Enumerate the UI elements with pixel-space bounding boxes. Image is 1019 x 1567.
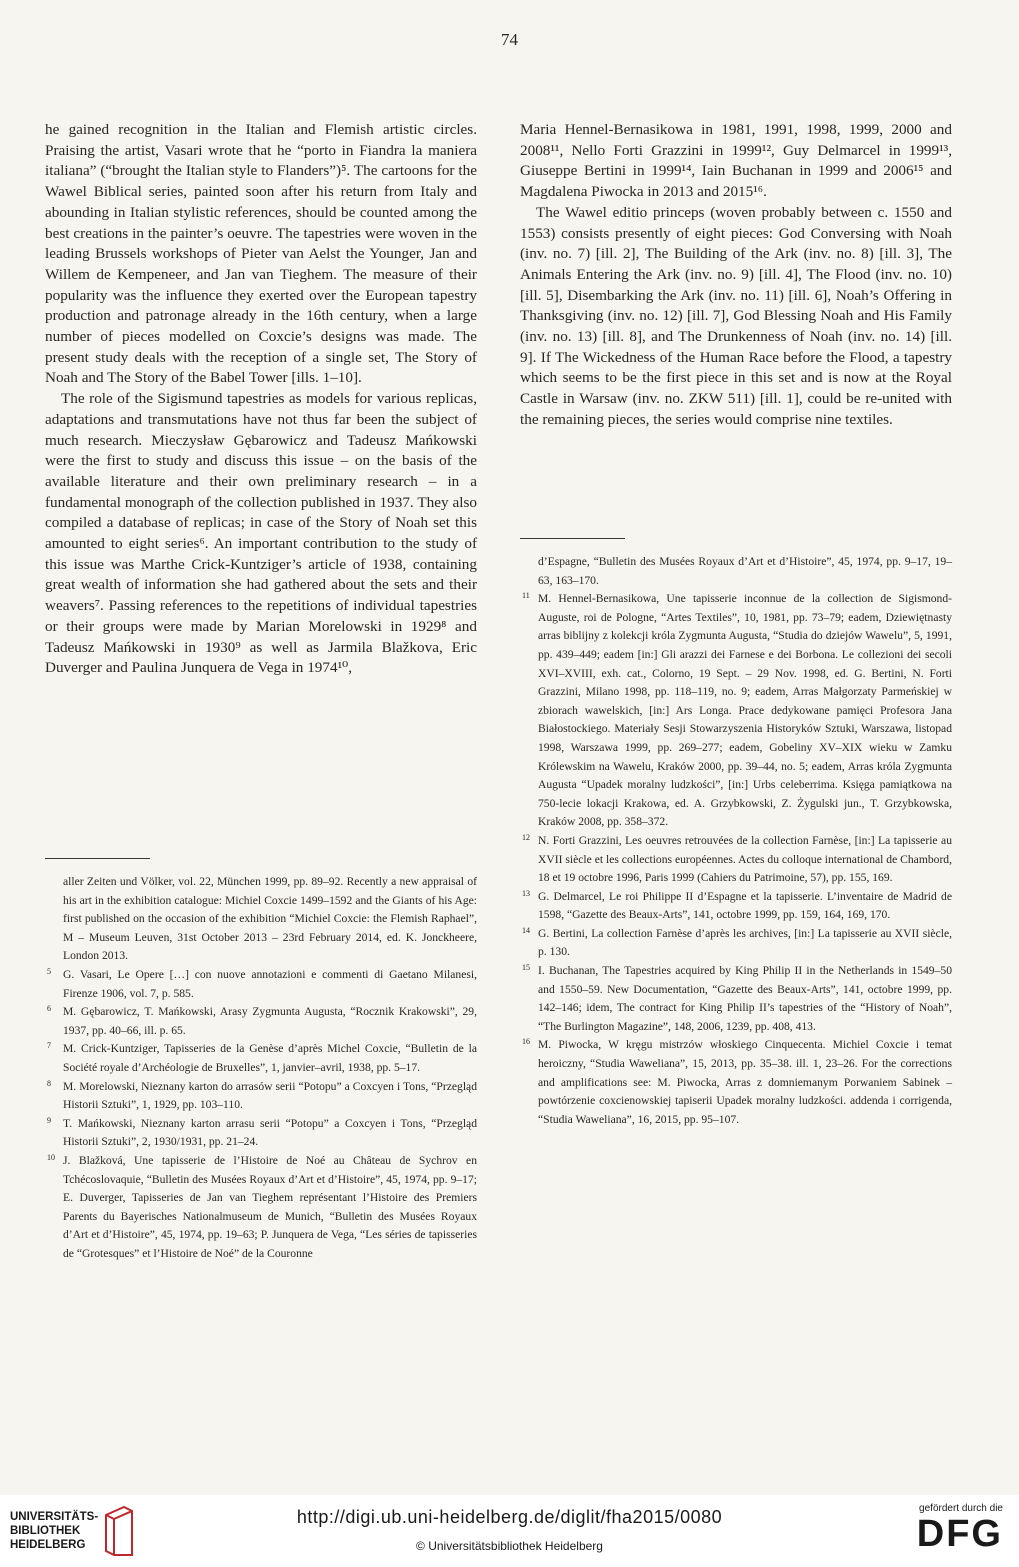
left-paragraph-2: The role of the Sigismund tapestries as models for various replicas, adaptations and transmutations have not thus far been the subject of much research. Mieczysław Gębarowicz and Tadeusz Mańkowski were the first to study and discuss this issue – on the basis of the available literature and their own preliminary research – in a fundamental monograph of the collection published in 1937. They also compiled a database of replicas; in case of the Story of Noah set this amounted to eight series⁶. An important contribution to the study of this issue was Marthe Crick-Kuntziger’s article of 1938, containing great wealth of information she had gathered about the sets and their weavers⁷. Passing references to the repetitions of individual tapestries or their groups were made by Marian Morelowski in 1929⁸ and Tadeusz Mańkowski in 1930⁹ as well as Jarmila Blažkova, Eric Duverger and Paulina Junquera de Vega in 1974¹⁰, [45,390,477,677]
footnote: 12 N. Forti Grazzini, Les oeuvres retrouvées de la collection Farnèse, [in:] La tapisserie au XVII siècle et les collections européennes. Actes du colloque international de Chambord, 18 et 19 octobre 1996, Paris 1999 (Cahiers du Patrimoine, 57), pp. 155, 169. [522,832,952,885]
library-name-line: HEIDELBERG [10,1539,86,1551]
digitization-footer [0,1495,1019,1567]
footnote: 8 M. Morelowski, Nieznany karton do arrasów serii “Potopu” a Coxcyen i Tons, “Przegląd Historii Sztuki”, 1, 1929, pp. 103–110. [47,1078,477,1112]
library-name-line: UNIVERSITÄTS- [10,1511,99,1523]
footnote: 9 T. Mańkowski, Nieznany karton arrasu serii “Potopu” a Coxcyen i Tons, “Przegląd Historii Sztuki”, 2, 1930/1931, pp. 21–24. [47,1115,477,1149]
footnote: 15 I. Buchanan, The Tapestries acquired by King Philip II in the Netherlands in 1549–50 and 1550–59. New Documentation, “Gazette des Beaux-Arts”, 141, octobre 1999, pp. 142–146; idem, The contract for King Philip II’s tapestries of the “History of Noah”, “The Burlington Magazine”, 148, 2006, 1239, pp. 408, 413. [522,963,952,1033]
right-paragraph-2: The Wawel editio princeps (woven probably between c. 1550 and 1553) consists presently of eight pieces: God Conversing with Noah (inv. no. 7) [ill. 2], The Building of the Ark (inv. no. 8) [ill. 3], The Animals Entering the Ark (inv. no. 9) [ill. 4], The Flood (inv. no. 10) [ill. 5], Disembarking the Ark (inv. no. 11) [ill. 6], Noah’s Offering in Thanksgiving (inv. no. 12) [ill. 7], God Blessing Noah and His Family (inv. no. 13) [ill. 8], and The Drunkenness of Noah (inv. no. 14) [ill. 9]. If The Wickedness of the Human Race before the Flood, a tapestry which seems to be the first piece in this set and is now at the Royal Castle in Warsaw (inv. no. ZKW 511) [ill. 1], could be re-united with the remaining pieces, the series would comprise nine textiles. [520,203,952,428]
footnote: aller Zeiten und Völker, vol. 22, München 1999, pp. 89–92. Recently a new appraisal of his art in the exhibition catalogue: Michiel Coxcie 1499–1592 and the Giants of his Age: first published on the occasion of the exhibition “Michiel Coxcie: the Flemish Raphael”, M – Museum Leuven, 31st October 2013 – 23rd February 2014, ed. K. Jonckheere, London 2013. [63,875,477,963]
footnote-rule [520,538,625,539]
library-name-line: BIBLIOTHEK [10,1525,81,1537]
footnote: 7 M. Crick-Kuntziger, Tapisseries de la Genèse d’après Michel Coxcie, “Bulletin de la Société royale d’Archéologie de Bruxelles”, 1, janvier–avril, 1938, pp. 5–17. [47,1041,477,1074]
funding-caption: gefördert durch die [919,1503,1003,1514]
footnotes-left [45,858,477,1263]
footnote: 16 M. Piwocka, W kręgu mistrzów włoskiego Cinquecenta. Michiel Coxcie i temat heroiczny, “Studia Waweliana”, 15, 2013, pp. 35–38. ill. 1, 23–26. For the corrections and amplifications see: M. Piwocka, Arras z domniemanym Porwaniem Sabinek – powtórzenie coxcienowskiej tapiserii Upadek moralny ludzkości. addenda i corrigenda, “Studia Waweliana”, 16, 2015, pp. 95–107. [522,1037,952,1126]
footnote: 6 M. Gębarowicz, T. Mańkowski, Arasy Zygmunta Augusta, “Rocznik Krakowski”, 29, 1937, pp. 40–66, ill. p. 65. [47,1004,477,1037]
footnote: 11 M. Hennel-Bernasikowa, Une tapisserie inconnue de la collection de Sigismond-Auguste, roi de Pologne, “Artes Textiles”, 10, 1981, pp. 73–79; eadem, Dziewiętnasty arras biblijny z kolekcji króla Zygmunta Augusta, “Studia do dziejów Wawelu”, 5, 1991, pp. 439–449; eadem [in:] Gli arazzi dei Farnese e dei Borbona. Le collezioni dei secoli XVI–XVIII, exh. cat., Colorno, 19 Sept. – 29 Nov. 1998, ed. G. Bertini, N. Forti Grazzini, Milano 1998, pp. 118–119, no. 9; eadem, Arras Małgorzaty Parmeńskiej w zbiorach wawelskich, [in:] Ars Longa. Prace dedykowane pamięci Profesora Jana Białostockiego. Materiały Sesji Stowarzyszenia Historyków Sztuki, Warszawa, listopad 1998, Warszawa 1999, pp. 269–277; eadem, Gobeliny XV–XIX wieku w Zamku Królewskim na Wawelu, Kraków 2000, pp. 39–44, no. 5; eadem, Arras króla Zygmunta Augusta “Upadek moralny ludzkości”, [in:] Urbs celeberrima. Księga pamiątkowa na 750-lecie lokacji Krakowa, ed. A. Grzybkowski, Z. Żygulski jun., T. Grzybkowska, Kraków 2008, pp. 358–372. [522,591,952,829]
footnote: 14 G. Bertini, La collection Farnèse d’après les archives, [in:] La tapisserie au XVII siècle, p. 130. [522,925,952,959]
copyright-notice: © Universitätsbibliothek Heidelberg [416,1539,603,1553]
footnote: d’Espagne, “Bulletin des Musées Royaux d’Art et d’Histoire”, 45, 1974, pp. 9–17, 19–63, 163–170. [538,555,952,587]
footnote: 13 G. Delmarcel, Le roi Philippe II d’Espagne et la tapisserie. L’inventaire de Madrid de 1598, “Gazette des Beaux-Arts”, 141, octobre 1999, pp. 159, 164, 169, 170. [522,888,952,922]
footnote: 5 G. Vasari, Le Opere […] con nuove annotazioni e commenti di Gaetano Milanesi, Firenze 1906, vol. 7, p. 585. [47,966,477,1000]
footnote-rule [45,858,150,859]
footnotes-right [520,538,952,1129]
dfg-logo-icon: DFG [916,1513,1003,1555]
right-paragraph-1: Maria Hennel-Bernasikowa in 1981, 1991, 1998, 1999, 2000 and 2008¹¹, Nello Forti Grazzini in 1999¹², Guy Delmarcel in 1999¹³, Giuseppe Bertini in 1999¹⁴, Iain Buchanan in 1999 and 2006¹⁵ and Magdalena Piwocka in 2013 and 2015¹⁶. [520,121,952,201]
footnote: 10 J. Blažková, Une tapisserie de l’Histoire de Noé au Château de Sychrov en Tchécoslovaquie, “Bulletin des Musées Royaux d’Art et d’Histoire”, 45, 1974, pp. 9–17; E. Duverger, Tapisseries de Jan van Tieghem représentant l’Histoire des Premiers Parents du Bayerisches Nationalmuseum de Munich, “Bulletin des Musées Royaux d’Art et d’Histoire”, 45, 1974, pp. 19–63; P. Junquera de Vega, “Les séries de tapisseries de “Grotesques” et l’Histoire de Noé” de la Couronne [47,1152,477,1260]
page-number: 74 [501,30,518,49]
right-column [520,120,952,431]
left-column [45,120,477,679]
funding-block [893,1503,1003,1554]
source-url-link[interactable]: http://digi.ub.uni-heidelberg.de/diglit/fha2015/0080 [296,1507,723,1527]
left-paragraph-1: he gained recognition in the Italian and Flemish artistic circles. Praising the artist, Vasari wrote that he “porto in Fiandra la maniera italiana” (“brought the Italian style to Flanders”)⁵. The cartoons for the Wawel Biblical series, painted soon after his return from Italy and abounding in Italian stylistic references, should be counted among the best creations in the painter’s oeuvre. The tapestries were woven in the leading Brussels workshops of Pieter van Aelst the Younger, Jan and Willem de Kempeneer, and Jan van Tieghem. The measure of their popularity was the influence they exerted over the European tapestry production and patronage already in the 16th century, when a large number of pieces modelled on Coxcie’s designs was made. The present study deals with the reception of a single set, The Story of Noah and The Story of the Babel Tower [ills. 1–10]. [45,121,477,387]
